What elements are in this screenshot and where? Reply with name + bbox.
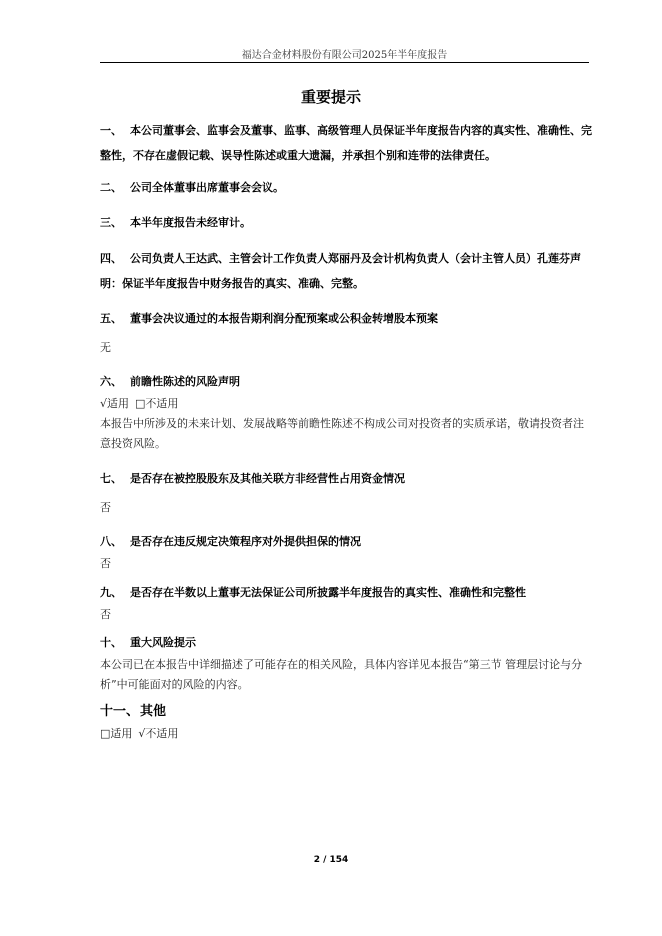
section-number: 六、 (100, 375, 122, 388)
section-heading: 重大风险提示 (130, 636, 196, 649)
section-heading: 董事会决议通过的本报告期利润分配预案或公积金转增股本预案 (130, 312, 438, 325)
section-6 (100, 369, 592, 454)
section-heading: 前瞻性陈述的风险声明 (130, 375, 240, 388)
section-number: 八、 (100, 535, 122, 548)
section-heading: 是否存在被控股股东及其他关联方非经营性占用资金情况 (130, 472, 405, 485)
section-8 (100, 529, 592, 574)
section-answer: 否 (100, 608, 111, 621)
applicability-options (100, 724, 592, 744)
section-5 (100, 306, 592, 358)
section-9 (100, 580, 592, 625)
section-1 (100, 118, 592, 168)
section-heading: 本半年度报告未经审计。 (130, 216, 251, 229)
section-2 (100, 175, 592, 200)
section-10 (100, 630, 592, 695)
section-11 (100, 699, 592, 744)
section-4 (100, 246, 592, 296)
section-number: 三、 (100, 216, 122, 229)
section-answer: 否 (100, 557, 111, 570)
section-number: 五、 (100, 312, 122, 325)
section-heading: 公司负责人王达武、主管会计工作负责人郑丽丹及会计机构负责人（会计主管人员）孔莲芬声明：保证半年度报告中财务报告的真实、准确、完整。 (100, 252, 581, 290)
option-not-applicable: □不适用 (135, 397, 179, 410)
page-header: 福达合金材料股份有限公司2025年半年度报告 (241, 50, 448, 61)
section-heading: 其他 (140, 704, 167, 719)
section-7 (100, 466, 592, 518)
section-answer: 无 (100, 341, 111, 354)
section-number: 一、 (100, 124, 122, 137)
page-number: 2 / 154 (313, 855, 349, 865)
section-number: 九、 (100, 586, 122, 599)
section-number: 四、 (100, 252, 122, 265)
section-heading: 公司全体董事出席董事会会议。 (130, 181, 284, 194)
applicability-options (100, 394, 592, 414)
section-number: 二、 (100, 181, 122, 194)
section-answer: 本公司已在本报告中详细描述了可能存在的相关风险，具体内容详见本报告“第三节 管理层讨论与分析”中可能面对的风险的内容。 (100, 658, 583, 691)
section-answer: 本报告中所涉及的未来计划、发展战略等前瞻性陈述不构成公司对投资者的实质承诺，敬请投资者注意投资风险。 (100, 417, 584, 450)
page-title: 重要提示 (300, 88, 361, 106)
section-heading: 是否存在半数以上董事无法保证公司所披露半年度报告的真实性、准确性和完整性 (130, 586, 526, 599)
section-number: 十、 (100, 636, 122, 649)
section-number: 十一、 (100, 704, 140, 719)
header-rule (100, 62, 589, 63)
option-applicable: □适用 (100, 727, 133, 740)
section-3 (100, 210, 592, 235)
section-heading: 本公司董事会、监事会及董事、监事、高级管理人员保证半年度报告内容的真实性、准确性、完整性，不存在虚假记载、误导性陈述或重大遗漏，并承担个别和连带的法律责任。 (100, 124, 592, 162)
option-not-applicable: √不适用 (138, 727, 179, 740)
section-number: 七、 (100, 472, 122, 485)
option-applicable: √适用 (100, 397, 130, 410)
section-heading: 是否存在违反规定决策程序对外提供担保的情况 (130, 535, 361, 548)
section-answer: 否 (100, 501, 111, 514)
